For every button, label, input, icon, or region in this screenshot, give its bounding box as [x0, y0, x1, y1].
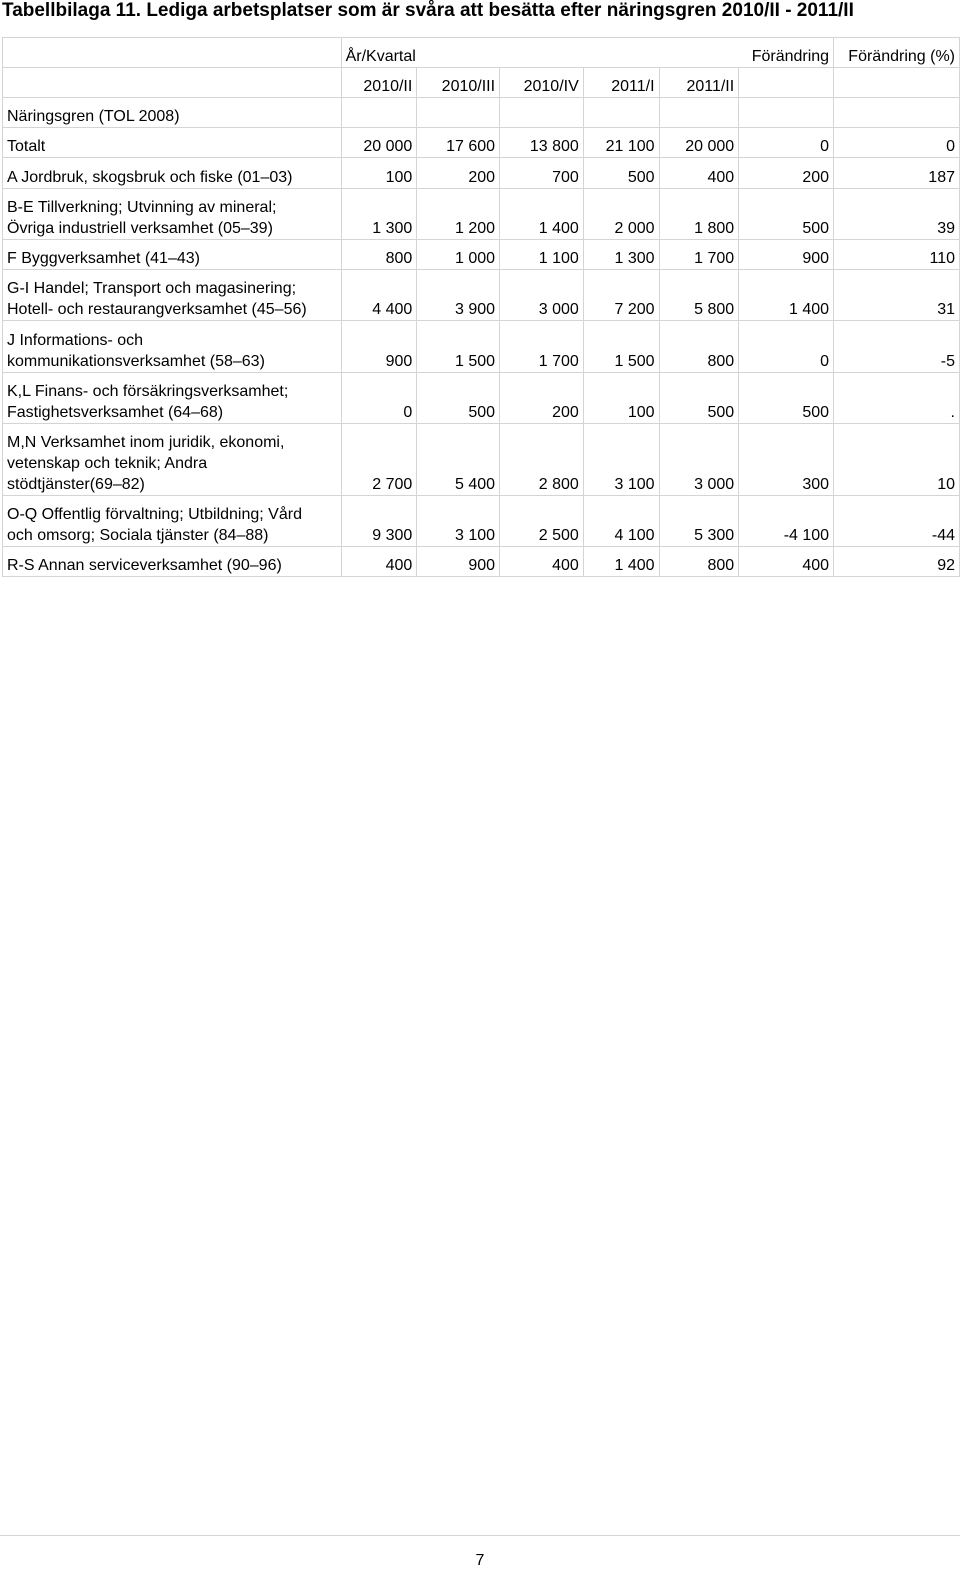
page-number: 7 — [475, 1552, 485, 1569]
industry-label-line: K,L Finans- och försäkringsverksamhet; — [7, 383, 289, 400]
table-row — [3, 240, 960, 270]
value-cell: -5 — [834, 321, 960, 373]
value-cell: 0 — [739, 321, 834, 373]
value-cell: 17 600 — [417, 128, 500, 158]
value-cell: -44 — [834, 496, 960, 547]
value-cell: 2 700 — [341, 424, 417, 496]
value-cell: 1 400 — [739, 270, 834, 321]
value-cell: 1 400 — [500, 189, 584, 240]
table-row — [3, 496, 960, 547]
value-cell: 2 500 — [500, 496, 584, 547]
table-row — [3, 158, 960, 189]
industry-label-line: Hotell- och restaurangverksamhet (45–56) — [7, 301, 307, 318]
value-cell: 1 300 — [583, 240, 659, 270]
value-cell: 39 — [834, 189, 960, 240]
value-cell: 21 100 — [583, 128, 659, 158]
value-cell: 4 400 — [341, 270, 417, 321]
period-group-header: År/Kvartal — [341, 38, 739, 68]
industry-label-line: J Informations- och — [7, 332, 144, 349]
industry-label — [3, 189, 342, 240]
value-cell: 700 — [500, 158, 584, 189]
industry-label-line: A Jordbruk, skogsbruk och fiske (01–03) — [7, 169, 293, 186]
industry-label — [3, 321, 342, 373]
change-header: Förändring — [739, 38, 834, 68]
industry-label — [3, 158, 342, 189]
value-cell: 1 200 — [417, 189, 500, 240]
value-cell: 1 500 — [417, 321, 500, 373]
change-pct-header: Förändring (%) — [834, 38, 960, 68]
footer-divider — [0, 1535, 960, 1536]
value-cell: 1 700 — [659, 240, 739, 270]
value-cell: 92 — [834, 547, 960, 577]
value-cell: 5 400 — [417, 424, 500, 496]
industry-label-line: F Byggverksamhet (41–43) — [7, 250, 200, 267]
value-cell: 2 800 — [500, 424, 584, 496]
value-cell: 13 800 — [500, 128, 584, 158]
value-cell: 300 — [739, 424, 834, 496]
value-cell: 500 — [739, 373, 834, 424]
industry-label-line: kommunikationsverksamhet (58–63) — [7, 353, 265, 370]
value-cell: 1 800 — [659, 189, 739, 240]
industry-label-line: Övriga industriell verksamhet (05–39) — [7, 220, 273, 237]
value-cell: 31 — [834, 270, 960, 321]
value-cell: 5 800 — [659, 270, 739, 321]
industry-label-line: G-I Handel; Transport och magasinering; — [7, 280, 297, 297]
value-cell: 10 — [834, 424, 960, 496]
industry-label — [3, 240, 342, 270]
header-row-label — [3, 98, 960, 128]
value-cell: 4 100 — [583, 496, 659, 547]
header-row-periods — [3, 68, 960, 98]
period-header: 2010/II — [341, 68, 417, 98]
industry-label-line: stödtjänster(69–82) — [7, 476, 145, 493]
value-cell: 500 — [739, 189, 834, 240]
table-row — [3, 373, 960, 424]
period-header: 2010/IV — [500, 68, 584, 98]
value-cell: 500 — [583, 158, 659, 189]
industry-label-line: Totalt — [7, 138, 46, 155]
period-header: 2011/I — [583, 68, 659, 98]
value-cell: 20 000 — [341, 128, 417, 158]
table-row — [3, 270, 960, 321]
value-cell: 400 — [659, 158, 739, 189]
value-cell: 400 — [739, 547, 834, 577]
value-cell: 100 — [341, 158, 417, 189]
header-row-top — [3, 38, 960, 68]
value-cell: 3 000 — [659, 424, 739, 496]
data-table — [2, 37, 960, 577]
value-cell: 1 000 — [417, 240, 500, 270]
value-cell: 200 — [739, 158, 834, 189]
row-label-header: Näringsgren (TOL 2008) — [3, 98, 342, 128]
value-cell: 1 300 — [341, 189, 417, 240]
value-cell: 0 — [834, 128, 960, 158]
industry-label — [3, 547, 342, 577]
table-row — [3, 189, 960, 240]
value-cell: 400 — [500, 547, 584, 577]
value-cell: 500 — [659, 373, 739, 424]
value-cell: 800 — [659, 547, 739, 577]
industry-label — [3, 373, 342, 424]
industry-label-line: Fastighetsverksamhet (64–68) — [7, 404, 224, 421]
header-blank-cell — [3, 38, 342, 68]
value-cell: 200 — [500, 373, 584, 424]
value-cell: 800 — [659, 321, 739, 373]
value-cell: 3 900 — [417, 270, 500, 321]
value-cell: 1 500 — [583, 321, 659, 373]
table-row — [3, 547, 960, 577]
value-cell: 200 — [417, 158, 500, 189]
industry-label — [3, 270, 342, 321]
table-row — [3, 128, 960, 158]
value-cell: 3 100 — [583, 424, 659, 496]
value-cell: 900 — [341, 321, 417, 373]
value-cell: . — [834, 373, 960, 424]
industry-label-line: B-E Tillverkning; Utvinning av mineral; — [7, 199, 277, 216]
table-row — [3, 424, 960, 496]
table-row — [3, 321, 960, 373]
industry-label — [3, 128, 342, 158]
header-blank-cell — [3, 68, 342, 98]
value-cell: 5 300 — [659, 496, 739, 547]
industry-label-line: O-Q Offentlig förvaltning; Utbildning; Vård — [7, 506, 302, 523]
industry-label — [3, 424, 342, 496]
value-cell: 1 400 — [583, 547, 659, 577]
value-cell: 9 300 — [341, 496, 417, 547]
page-title: Tabellbilaga 11. Lediga arbetsplatser som är svåra att besätta efter näringsgren 2010/II - 2011/II — [2, 0, 854, 21]
industry-label-line: och omsorg; Sociala tjänster (84–88) — [7, 527, 269, 544]
value-cell: 0 — [341, 373, 417, 424]
value-cell: 187 — [834, 158, 960, 189]
value-cell: 400 — [341, 547, 417, 577]
value-cell: 1 700 — [500, 321, 584, 373]
value-cell: 7 200 — [583, 270, 659, 321]
value-cell: 800 — [341, 240, 417, 270]
industry-label-line: vetenskap och teknik; Andra — [7, 455, 208, 472]
industry-label-line: M,N Verksamhet inom juridik, ekonomi, — [7, 434, 285, 451]
industry-label — [3, 496, 342, 547]
period-header: 2010/III — [417, 68, 500, 98]
value-cell: -4 100 — [739, 496, 834, 547]
value-cell: 1 100 — [500, 240, 584, 270]
value-cell: 2 000 — [583, 189, 659, 240]
value-cell: 900 — [417, 547, 500, 577]
value-cell: 0 — [739, 128, 834, 158]
value-cell: 900 — [739, 240, 834, 270]
value-cell: 500 — [417, 373, 500, 424]
value-cell: 20 000 — [659, 128, 739, 158]
value-cell: 110 — [834, 240, 960, 270]
value-cell: 3 100 — [417, 496, 500, 547]
value-cell: 100 — [583, 373, 659, 424]
period-header: 2011/II — [659, 68, 739, 98]
industry-label-line: R-S Annan serviceverksamhet (90–96) — [7, 557, 282, 574]
value-cell: 3 000 — [500, 270, 584, 321]
